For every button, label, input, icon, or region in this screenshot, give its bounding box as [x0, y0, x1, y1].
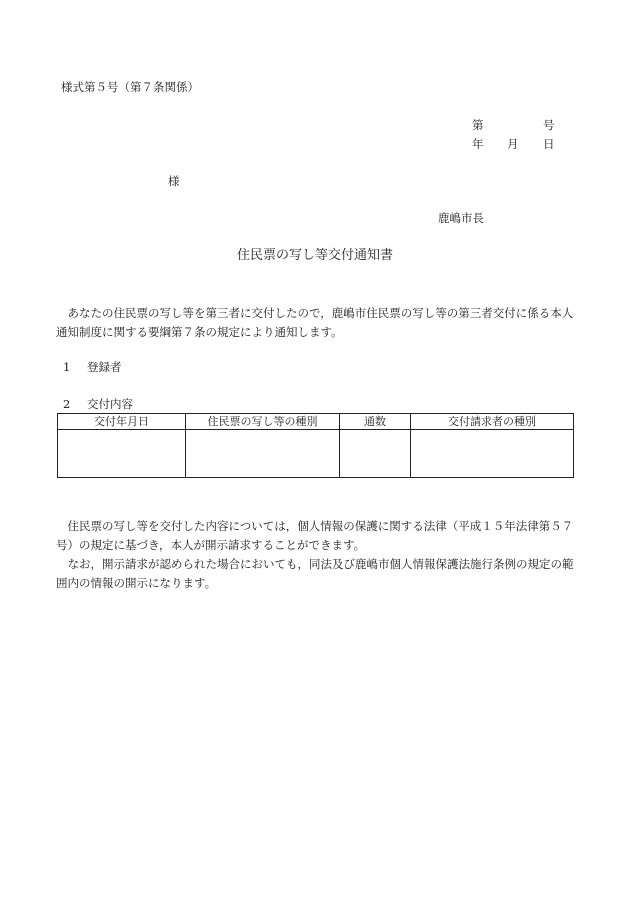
issuer-name: 鹿嶋市長: [438, 211, 484, 225]
date-year-label: 年: [472, 137, 484, 151]
cell-copies: [340, 430, 411, 478]
cell-delivery-date: [58, 430, 186, 478]
column-header-copies: 通数: [340, 414, 411, 430]
date-month-label: 月: [507, 137, 519, 151]
form-number: 様式第５号（第７条関係）: [61, 80, 199, 94]
column-header-requester-type: 交付請求者の種別: [411, 414, 574, 430]
document-number-suffix: 号: [543, 118, 555, 132]
document-number-prefix: 第: [472, 118, 484, 132]
date-day-label: 日: [543, 137, 555, 151]
section-number: 1: [63, 360, 71, 374]
table-row: [58, 430, 574, 478]
cell-document-type: [186, 430, 340, 478]
section-label: 登録者: [87, 360, 122, 374]
section-delivery-details: [63, 399, 133, 411]
disclosure-notice-paragraph: 住民票の写し等を交付した内容については，個人情報の保護に関する法律（平成１５年法律第５７号）の規定に基づき，本人が開示請求することができます。: [56, 519, 574, 552]
disclosure-scope-paragraph: なお，開示請求が認められた場合においても，同法及び鹿嶋市個人情報保護法施行条例の規定の範囲内の情報の開示になります。: [56, 557, 574, 590]
addressee-honorific: 様: [168, 174, 180, 188]
intro-paragraph: あなたの住民票の写し等を第三者に交付したので，鹿嶋市住民票の写し等の第三者交付に係る本人通知制度に関する要綱第７条の規定により通知します。: [56, 306, 574, 339]
cell-requester-type: [411, 430, 574, 478]
delivery-details-table: [57, 413, 574, 478]
section-label: 交付内容: [87, 397, 133, 411]
column-header-delivery-date: 交付年月日: [58, 414, 186, 430]
section-number: 2: [63, 397, 71, 411]
section-registrant: [63, 362, 122, 374]
document-title: 住民票の写し等交付通知書: [236, 248, 393, 263]
table-header-row: [58, 414, 574, 430]
column-header-document-type: 住民票の写し等の種別: [186, 414, 340, 430]
